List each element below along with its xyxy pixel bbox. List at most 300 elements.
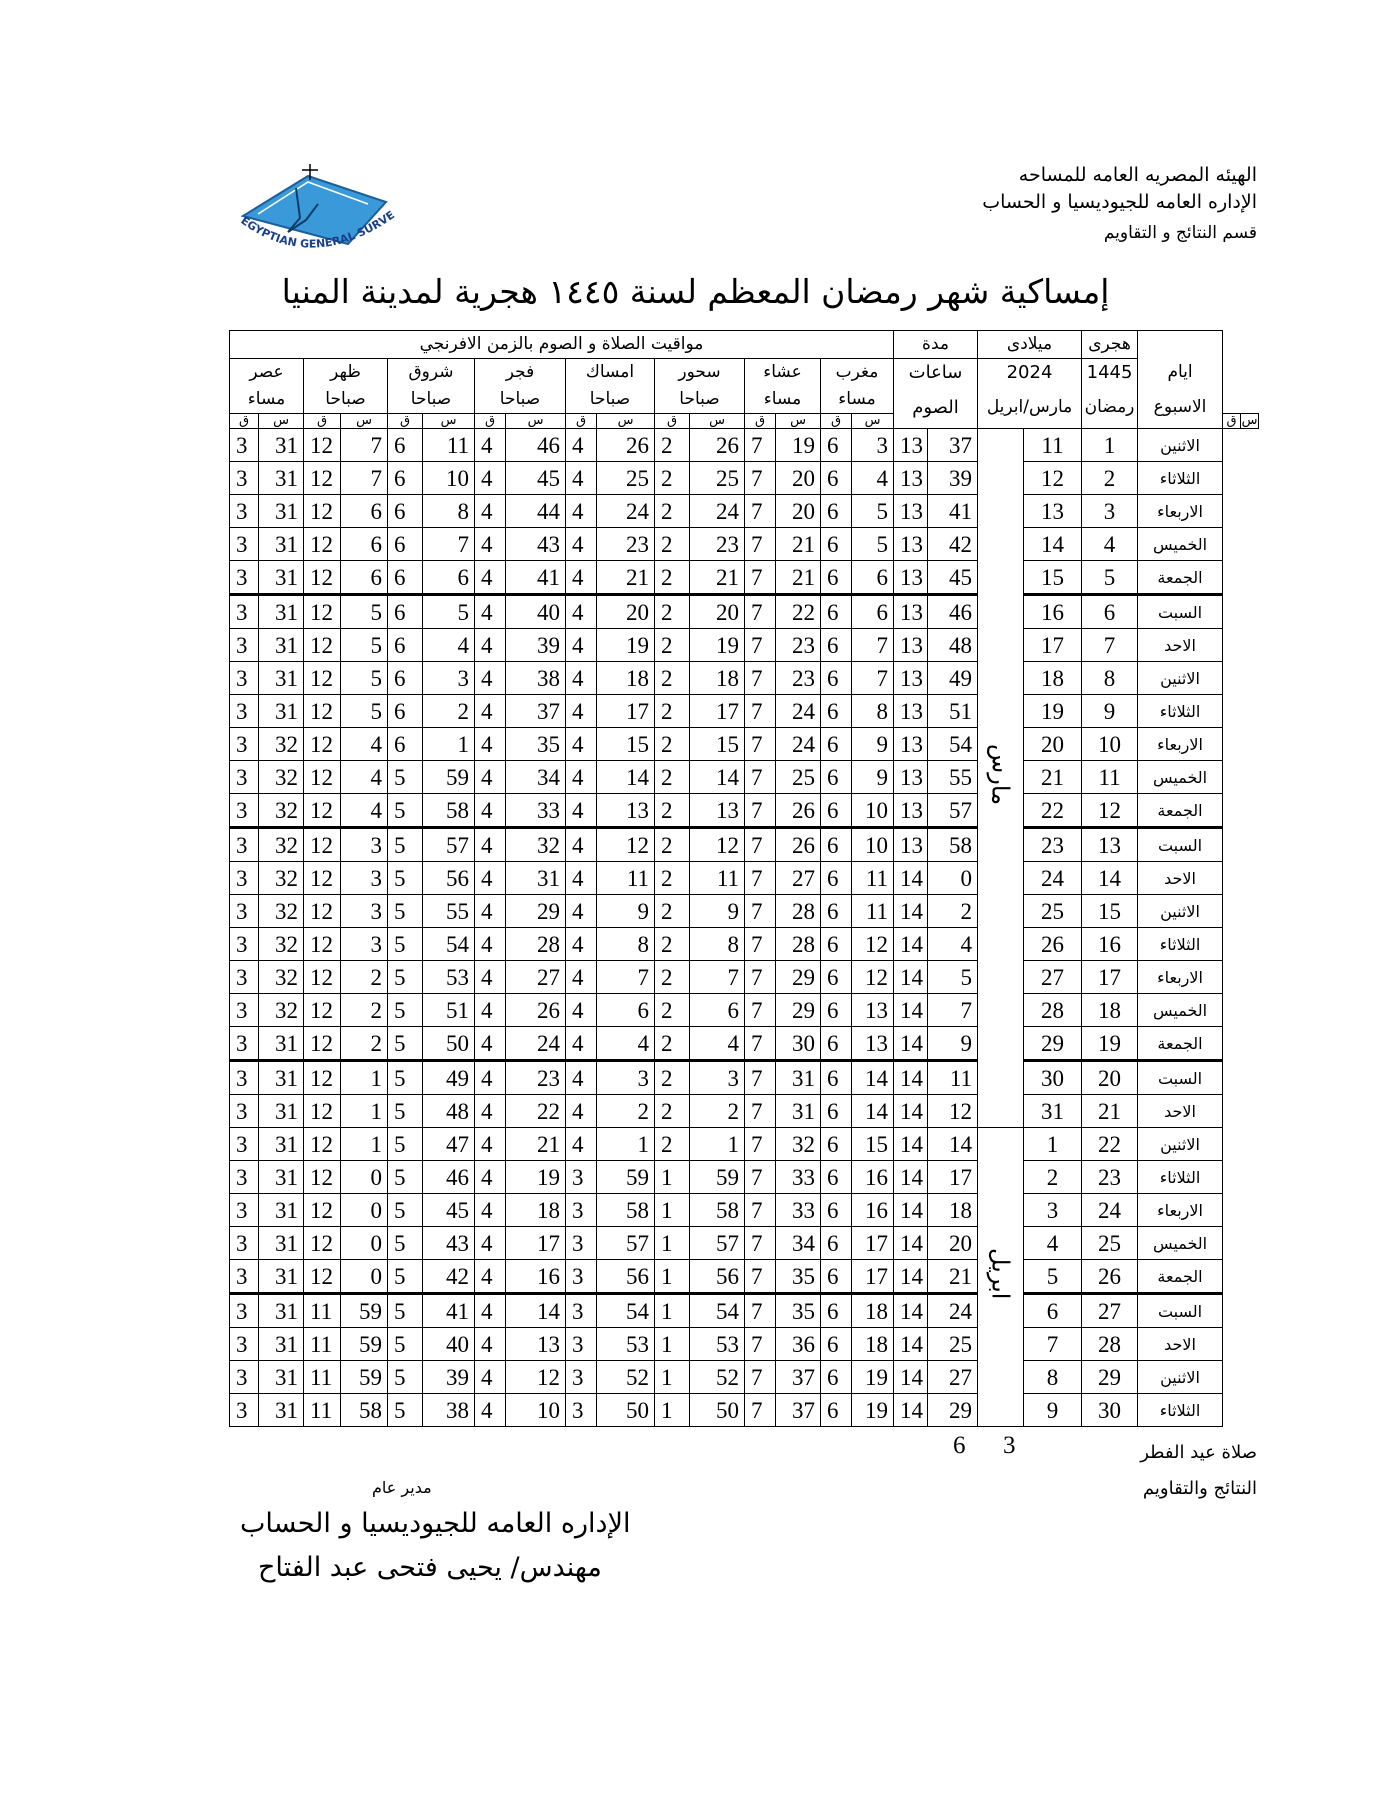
minute-cell: 40 [506, 595, 566, 629]
hour-cell: 3 [566, 1394, 597, 1427]
table-row [230, 695, 1259, 728]
hour-cell: 7 [745, 1061, 776, 1095]
gregorian-day-cell: 28 [1024, 994, 1082, 1027]
minute-cell: 54 [690, 1294, 745, 1328]
hour-cell: 12 [304, 928, 341, 961]
minute-cell: 3 [341, 928, 388, 961]
minute-cell: 12 [506, 1361, 566, 1394]
table-row [230, 1294, 1259, 1328]
hour-cell: 3 [230, 528, 259, 561]
hour-cell: 6 [821, 1394, 852, 1427]
hour-cell: 1 [655, 1260, 690, 1294]
weekday-cell: السبت [1138, 595, 1223, 629]
minute-cell: 12 [597, 828, 655, 862]
minute-cell: 32 [506, 828, 566, 862]
hour-cell: 5 [388, 928, 423, 961]
minute-cell: 2 [423, 695, 475, 728]
minute-cell: 59 [341, 1328, 388, 1361]
weekday-cell: الاثنين [1138, 895, 1223, 928]
hour-cell: 4 [475, 662, 506, 695]
hour-cell: 14 [894, 1128, 928, 1161]
director-name: مهندس/ يحيى فتحى عبد الفتاح [258, 1552, 602, 1583]
minute-cell: 10 [852, 828, 894, 862]
minute-cell: 1 [341, 1061, 388, 1095]
weekday-cell: الثلاثاء [1138, 462, 1223, 495]
hour-cell: 12 [304, 728, 341, 761]
hour-cell: 3 [230, 1095, 259, 1128]
hour-cell: 6 [821, 528, 852, 561]
hour-cell: 12 [304, 761, 341, 794]
hijri-day-cell: 27 [1082, 1294, 1138, 1328]
gregorian-day-cell: 3 [1024, 1194, 1082, 1227]
gregorian-day-cell: 31 [1024, 1095, 1082, 1128]
hour-cell: 4 [475, 895, 506, 928]
hour-cell: 4 [566, 928, 597, 961]
hour-cell: 7 [745, 695, 776, 728]
hour-cell: 4 [475, 761, 506, 794]
weekday-cell: الاحد [1138, 1328, 1223, 1361]
hour-cell: 6 [821, 961, 852, 994]
hour-cell: 6 [821, 1161, 852, 1194]
minute-cell: 17 [506, 1227, 566, 1260]
gregorian-day-cell: 8 [1024, 1361, 1082, 1394]
hour-cell: 5 [388, 1394, 423, 1427]
minute-cell: 20 [597, 595, 655, 629]
minute-cell: 49 [423, 1061, 475, 1095]
minute-cell: 15 [690, 728, 745, 761]
hour-cell: 14 [894, 994, 928, 1027]
hour-cell: 12 [304, 595, 341, 629]
hour-cell: 13 [894, 662, 928, 695]
gregorian-day-cell: 30 [1024, 1061, 1082, 1095]
hour-cell: 14 [894, 1294, 928, 1328]
minute-cell: 51 [928, 695, 978, 728]
minute-cell: 5 [852, 528, 894, 561]
minute-cell: 4 [928, 928, 978, 961]
minute-cell: 5 [341, 595, 388, 629]
hour-cell: 6 [388, 429, 423, 462]
minute-cell: 48 [423, 1095, 475, 1128]
hour-cell: 4 [566, 561, 597, 595]
col-maghrib: مغرب [821, 359, 894, 387]
minute-cell: 58 [341, 1394, 388, 1427]
minute-cell: 7 [597, 961, 655, 994]
minute-cell: 9 [690, 895, 745, 928]
minute-cell: 45 [928, 561, 978, 595]
unit-hour-label: س [506, 414, 566, 429]
hour-cell: 7 [745, 928, 776, 961]
hour-cell: 6 [388, 495, 423, 528]
minute-cell: 1 [690, 1128, 745, 1161]
hour-cell: 12 [304, 895, 341, 928]
minute-cell: 31 [259, 1095, 304, 1128]
weekday-cell: الثلاثاء [1138, 1394, 1223, 1427]
table-row [230, 662, 1259, 695]
minute-cell: 32 [259, 895, 304, 928]
minute-cell: 32 [259, 961, 304, 994]
minute-cell: 31 [259, 462, 304, 495]
minute-cell: 21 [776, 561, 821, 595]
hour-cell: 4 [566, 695, 597, 728]
hour-cell: 11 [304, 1394, 341, 1427]
col-fajr-sub: صباحا [475, 386, 566, 414]
hour-cell: 2 [655, 662, 690, 695]
minute-cell: 6 [341, 528, 388, 561]
eid-prayer-hour: 6 [953, 1432, 966, 1459]
hour-cell: 3 [230, 1260, 259, 1294]
hour-cell: 2 [655, 1095, 690, 1128]
minute-cell: 23 [690, 528, 745, 561]
minute-cell: 11 [928, 1061, 978, 1095]
hour-cell: 3 [230, 961, 259, 994]
hour-cell: 7 [745, 828, 776, 862]
minute-cell: 2 [597, 1095, 655, 1128]
duration-header: مدة [894, 331, 978, 359]
minute-cell: 41 [506, 561, 566, 595]
minute-cell: 8 [423, 495, 475, 528]
col-imsak: امساك [566, 359, 655, 387]
minute-cell: 42 [928, 528, 978, 561]
minute-cell: 22 [776, 595, 821, 629]
hour-cell: 12 [304, 1161, 341, 1194]
col-fajr: فجر [475, 359, 566, 387]
gregorian-header: ميلادى [978, 331, 1082, 359]
minute-cell: 0 [928, 862, 978, 895]
hour-cell: 12 [304, 528, 341, 561]
minute-cell: 26 [597, 429, 655, 462]
hijri-header: هجرى [1082, 331, 1138, 359]
hour-cell: 3 [230, 895, 259, 928]
minute-cell: 4 [690, 1027, 745, 1061]
table-row [230, 462, 1259, 495]
minute-cell: 52 [597, 1361, 655, 1394]
hour-cell: 2 [655, 862, 690, 895]
hour-cell: 2 [655, 561, 690, 595]
minute-cell: 32 [259, 994, 304, 1027]
minute-cell: 59 [690, 1161, 745, 1194]
hour-cell: 12 [304, 462, 341, 495]
minute-cell: 16 [852, 1194, 894, 1227]
gregorian-day-cell: 11 [1024, 429, 1082, 462]
hijri-day-cell: 18 [1082, 994, 1138, 1027]
hour-cell: 3 [230, 728, 259, 761]
hour-cell: 14 [894, 1260, 928, 1294]
minute-cell: 52 [690, 1361, 745, 1394]
gregorian-day-cell: 15 [1024, 561, 1082, 595]
duration-header-3: الصوم [894, 386, 978, 429]
hour-cell: 4 [566, 429, 597, 462]
minute-cell: 31 [259, 1128, 304, 1161]
hour-cell: 7 [745, 1361, 776, 1394]
hour-cell: 3 [230, 1161, 259, 1194]
hour-cell: 5 [388, 1161, 423, 1194]
minute-cell: 34 [776, 1227, 821, 1260]
hijri-day-cell: 14 [1082, 862, 1138, 895]
minute-cell: 2 [341, 994, 388, 1027]
minute-cell: 23 [597, 528, 655, 561]
weekday-header-2: الاسبوع [1138, 386, 1223, 429]
minute-cell: 6 [852, 561, 894, 595]
eid-prayer-minute: 3 [1003, 1432, 1016, 1459]
hour-cell: 14 [894, 1095, 928, 1128]
minute-cell: 37 [928, 429, 978, 462]
hour-cell: 7 [745, 862, 776, 895]
minute-cell: 31 [259, 1361, 304, 1394]
minute-cell: 44 [506, 495, 566, 528]
minute-cell: 31 [259, 1394, 304, 1427]
hour-cell: 12 [304, 561, 341, 595]
minute-cell: 31 [259, 1194, 304, 1227]
minute-cell: 7 [928, 994, 978, 1027]
minute-cell: 18 [506, 1194, 566, 1227]
hour-cell: 14 [894, 1328, 928, 1361]
table-row [230, 862, 1259, 895]
hour-cell: 3 [230, 1328, 259, 1361]
weekday-cell: الاحد [1138, 1095, 1223, 1128]
minute-cell: 47 [423, 1128, 475, 1161]
hour-cell: 11 [304, 1294, 341, 1328]
hour-cell: 6 [388, 561, 423, 595]
weekday-cell: الثلاثاء [1138, 928, 1223, 961]
minute-cell: 7 [341, 462, 388, 495]
minute-cell: 13 [597, 794, 655, 828]
hour-cell: 13 [894, 828, 928, 862]
hour-cell: 4 [566, 828, 597, 862]
hour-cell: 6 [821, 728, 852, 761]
hour-cell: 4 [566, 1061, 597, 1095]
minute-cell: 40 [423, 1328, 475, 1361]
hijri-day-cell: 1 [1082, 429, 1138, 462]
month-march-cell [978, 429, 1024, 1128]
minute-cell: 14 [852, 1095, 894, 1128]
minute-cell: 55 [423, 895, 475, 928]
hour-cell: 3 [230, 429, 259, 462]
hour-cell: 7 [745, 1260, 776, 1294]
hijri-year: 1445 [1082, 359, 1138, 387]
hour-cell: 4 [566, 862, 597, 895]
minute-cell: 6 [597, 994, 655, 1027]
hijri-day-cell: 19 [1082, 1027, 1138, 1061]
weekday-cell: السبت [1138, 828, 1223, 862]
minute-cell: 31 [259, 1328, 304, 1361]
hour-cell: 7 [745, 794, 776, 828]
minute-cell: 3 [341, 828, 388, 862]
hour-cell: 3 [230, 794, 259, 828]
hijri-day-cell: 7 [1082, 629, 1138, 662]
minute-cell: 43 [506, 528, 566, 561]
hour-cell: 2 [655, 961, 690, 994]
minute-cell: 49 [928, 662, 978, 695]
weekday-cell: الثلاثاء [1138, 695, 1223, 728]
hour-cell: 7 [745, 629, 776, 662]
minute-cell: 19 [776, 429, 821, 462]
table-row [230, 928, 1259, 961]
hour-cell: 6 [821, 662, 852, 695]
weekday-cell: السبت [1138, 1061, 1223, 1095]
table-row [230, 994, 1259, 1027]
minute-cell: 14 [690, 761, 745, 794]
hour-cell: 3 [566, 1294, 597, 1328]
hour-cell: 4 [475, 1394, 506, 1427]
minute-cell: 18 [852, 1294, 894, 1328]
hour-cell: 14 [894, 1161, 928, 1194]
hour-cell: 12 [304, 1095, 341, 1128]
hour-cell: 3 [566, 1161, 597, 1194]
hour-cell: 12 [304, 1061, 341, 1095]
minute-cell: 17 [852, 1260, 894, 1294]
hour-cell: 2 [655, 728, 690, 761]
weekday-cell: الخميس [1138, 528, 1223, 561]
hour-cell: 7 [745, 595, 776, 629]
hour-cell: 14 [894, 1394, 928, 1427]
gregorian-day-cell: 19 [1024, 695, 1082, 728]
table-row [230, 495, 1259, 528]
minute-cell: 17 [852, 1227, 894, 1260]
weekday-cell: الاحد [1138, 862, 1223, 895]
minute-cell: 13 [852, 994, 894, 1027]
minute-cell: 17 [597, 695, 655, 728]
hour-cell: 7 [745, 994, 776, 1027]
hour-cell: 2 [655, 429, 690, 462]
minute-cell: 5 [341, 695, 388, 728]
minute-cell: 57 [690, 1227, 745, 1260]
hour-cell: 7 [745, 1161, 776, 1194]
hour-cell: 13 [894, 695, 928, 728]
hour-cell: 6 [821, 1227, 852, 1260]
weekday-cell: الاربعاء [1138, 961, 1223, 994]
hour-cell: 2 [655, 928, 690, 961]
minute-cell: 39 [423, 1361, 475, 1394]
hour-cell: 2 [655, 462, 690, 495]
hour-cell: 4 [475, 595, 506, 629]
minute-cell: 56 [423, 862, 475, 895]
hour-cell: 3 [230, 994, 259, 1027]
gregorian-day-cell: 14 [1024, 528, 1082, 561]
hour-cell: 5 [388, 961, 423, 994]
minute-cell: 58 [690, 1194, 745, 1227]
hour-cell: 5 [388, 828, 423, 862]
minute-cell: 39 [506, 629, 566, 662]
gregorian-day-cell: 20 [1024, 728, 1082, 761]
minute-cell: 0 [341, 1194, 388, 1227]
hour-cell: 6 [821, 561, 852, 595]
hour-cell: 12 [304, 429, 341, 462]
weekday-cell: السبت [1138, 1294, 1223, 1328]
minute-cell: 2 [341, 961, 388, 994]
minute-cell: 10 [506, 1394, 566, 1427]
imsakiya-table [229, 330, 1259, 1427]
hour-cell: 2 [655, 629, 690, 662]
weekday-cell: الجمعة [1138, 794, 1223, 828]
minute-cell: 10 [852, 794, 894, 828]
gregorian-months: مارس/ابريل [978, 386, 1082, 429]
hijri-day-cell: 29 [1082, 1361, 1138, 1394]
minute-cell: 19 [852, 1394, 894, 1427]
minute-cell: 34 [506, 761, 566, 794]
weekday-cell: الجمعة [1138, 561, 1223, 595]
hour-cell: 1 [655, 1161, 690, 1194]
hour-cell: 7 [745, 895, 776, 928]
minute-cell: 25 [597, 462, 655, 495]
hour-cell: 7 [745, 495, 776, 528]
minute-cell: 46 [506, 429, 566, 462]
hour-cell: 5 [388, 1128, 423, 1161]
hour-cell: 6 [821, 1128, 852, 1161]
minute-cell: 55 [928, 761, 978, 794]
hour-cell: 4 [475, 828, 506, 862]
hour-cell: 11 [304, 1361, 341, 1394]
hour-cell: 2 [655, 828, 690, 862]
hour-cell: 1 [655, 1394, 690, 1427]
hour-cell: 3 [230, 629, 259, 662]
unit-hour-label: س [259, 414, 304, 429]
minute-cell: 23 [776, 662, 821, 695]
hijri-day-cell: 9 [1082, 695, 1138, 728]
hour-cell: 6 [821, 828, 852, 862]
hour-cell: 4 [475, 994, 506, 1027]
minute-cell: 0 [341, 1227, 388, 1260]
minute-cell: 20 [776, 462, 821, 495]
minute-cell: 28 [776, 928, 821, 961]
minute-cell: 56 [690, 1260, 745, 1294]
minute-cell: 0 [341, 1260, 388, 1294]
minute-cell: 53 [597, 1328, 655, 1361]
col-suhur: سحور [655, 359, 745, 387]
hour-cell: 12 [304, 695, 341, 728]
unit-minute-label: ق [745, 414, 776, 429]
minute-cell: 19 [506, 1161, 566, 1194]
hour-cell: 4 [475, 961, 506, 994]
hour-cell: 14 [894, 862, 928, 895]
minute-cell: 9 [852, 728, 894, 761]
minute-cell: 21 [776, 528, 821, 561]
hour-cell: 14 [894, 928, 928, 961]
hijri-day-cell: 4 [1082, 528, 1138, 561]
minute-cell: 31 [259, 429, 304, 462]
minute-cell: 19 [597, 629, 655, 662]
hour-cell: 6 [821, 1361, 852, 1394]
table-row [230, 528, 1259, 561]
minute-cell: 2 [341, 1027, 388, 1061]
director-title: مدير عام [372, 1478, 432, 1497]
weekday-cell: الخميس [1138, 1227, 1223, 1260]
minute-cell: 38 [423, 1394, 475, 1427]
gregorian-day-cell: 26 [1024, 928, 1082, 961]
hour-cell: 4 [566, 994, 597, 1027]
hour-cell: 14 [894, 1194, 928, 1227]
hour-cell: 6 [388, 528, 423, 561]
hour-cell: 12 [304, 828, 341, 862]
hour-cell: 6 [821, 1194, 852, 1227]
minute-cell: 7 [852, 629, 894, 662]
hour-cell: 4 [475, 1128, 506, 1161]
hour-cell: 6 [821, 1061, 852, 1095]
minute-cell: 58 [423, 794, 475, 828]
hour-cell: 2 [655, 695, 690, 728]
col-dhuhr-sub: صباحا [304, 386, 388, 414]
minute-cell: 24 [928, 1294, 978, 1328]
minute-cell: 11 [852, 895, 894, 928]
hour-cell: 12 [304, 862, 341, 895]
minute-cell: 11 [597, 862, 655, 895]
minute-cell: 17 [690, 695, 745, 728]
minute-cell: 5 [341, 662, 388, 695]
org-line-3: قسم النتائج و التقاويم [1103, 223, 1257, 243]
hour-cell: 7 [745, 1227, 776, 1260]
month-march-label: مارس [986, 744, 1015, 806]
minute-cell: 13 [506, 1328, 566, 1361]
minute-cell: 3 [597, 1061, 655, 1095]
